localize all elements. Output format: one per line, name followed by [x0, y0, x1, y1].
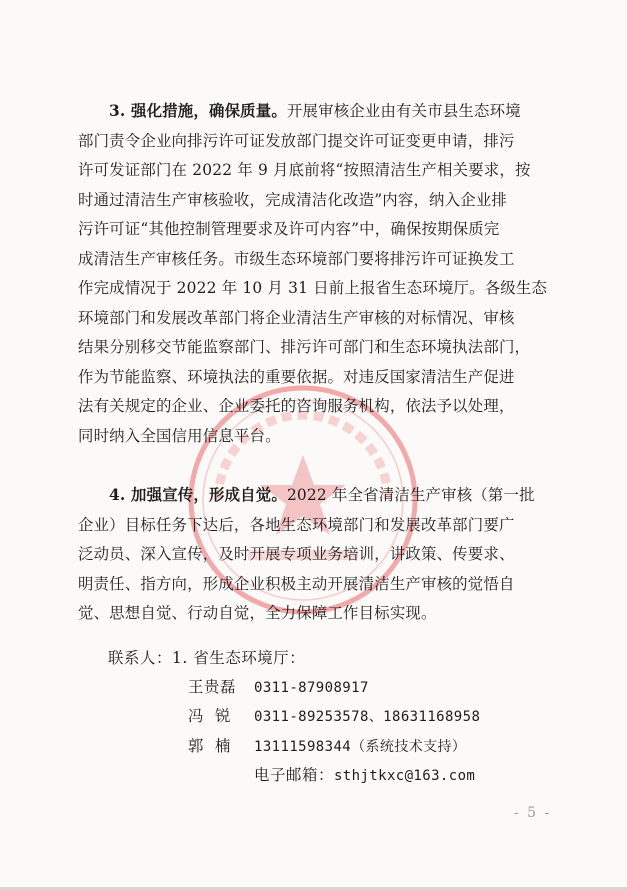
contact-phone: 0311-87908917	[254, 680, 369, 696]
contact-header	[108, 646, 305, 668]
section-3-heading: 3. 强化措施，确保质量。	[109, 102, 287, 120]
paragraph-line: 觉、思想自觉、行动自觉，全力保障工作目标实现。	[78, 604, 437, 622]
paragraph-line: 作为节能监察、环境执法的重要依据。对违反国家清洁生产促进	[78, 367, 515, 386]
section-4-heading: 4. 加强宣传，形成自觉。	[109, 486, 287, 504]
contact-org: 1. 省生态环境厅：	[171, 649, 306, 667]
paragraph-line: 同时纳入全国信用信息平台。	[78, 426, 281, 445]
paragraph-line: 部门责令企业向排污许可证发放部门提交许可证变更申请，排污	[78, 131, 515, 150]
contact-email-row	[254, 763, 475, 785]
contact-phone: 0311-89253578、18631168958	[254, 709, 481, 725]
contact-label: 联系人：	[108, 649, 172, 667]
email-address: sthjtkxc@163.com	[333, 768, 476, 784]
paragraph-line: 成清洁生产审核任务。市级生态环境部门要将排污许可证换发工	[78, 249, 515, 268]
paragraph-line: 明责任、指方向，形成企业积极主动开展清洁生产审核的觉悟自	[78, 574, 515, 593]
contact-row	[188, 704, 480, 726]
paragraph-line: 泛动员、深入宣传，及时开展专项业务培训，讲政策、传要求、	[78, 545, 515, 563]
paragraph-line: 2022 年全省清洁生产审核（第一批	[286, 486, 535, 504]
page-number: - 5 -	[514, 805, 552, 821]
section-4-paragraph	[78, 481, 548, 629]
contact-name: 郭 楠	[188, 737, 231, 755]
paragraph-line: 开展审核企业由有关市县生态环境	[286, 102, 521, 120]
paragraph-line: 污许可证“其他控制管理要求及许可内容”中，确保按期保质完	[78, 220, 500, 238]
section-3-paragraph	[78, 97, 548, 451]
paragraph-line: 许可发证部门在 2022 年 9 月底前将“按照清洁生产相关要求，按	[78, 161, 531, 179]
contact-row	[188, 734, 466, 756]
paragraph-line: 企业）目标任务下达后，各地生态环境部门和发展改革部门要广	[78, 515, 515, 534]
contact-row	[188, 675, 369, 697]
paragraph-line: 环境部门和发展改革部门将企业清洁生产审核的对标情况、审核	[78, 308, 515, 327]
paragraph-line: 结果分别移交节能监察部门、排污许可部门和生态环境执法部门，	[78, 338, 531, 356]
paragraph-line: 时通过清洁生产审核验收，完成清洁化改造”内容，纳入企业排	[78, 190, 508, 209]
contact-name: 冯 锐	[188, 707, 231, 725]
contact-name: 王贵磊	[188, 678, 236, 696]
email-label: 电子邮箱：	[254, 766, 334, 784]
paragraph-line: 法有关规定的企业、企业委托的咨询服务机构，依法予以处理，	[78, 397, 515, 415]
paragraph-line: 作完成情况于 2022 年 10 月 31 日前上报省生态环境厅。各级生态	[78, 279, 548, 297]
contact-phone: 13111598344（系统技术支持）	[254, 739, 467, 755]
